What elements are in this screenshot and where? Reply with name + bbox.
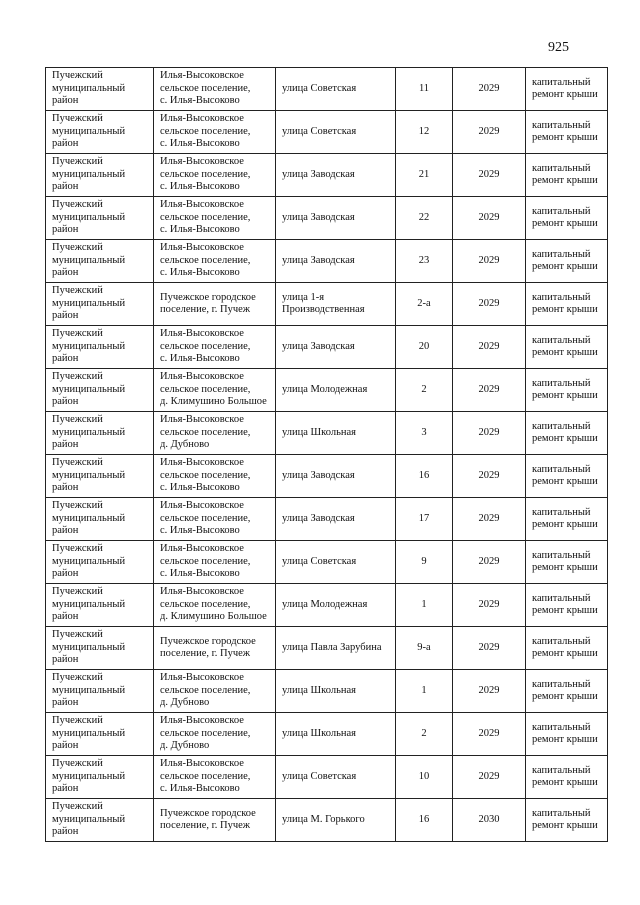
table-row (46, 455, 608, 498)
work-type-cell-text: капитальный ремонт крыши (532, 764, 598, 788)
work-type-cell-text: капитальный ремонт крыши (532, 635, 598, 659)
district-cell (46, 584, 154, 627)
street-cell (276, 455, 396, 498)
settlement-cell (154, 713, 276, 756)
house-number-cell (396, 756, 453, 799)
work-type-cell (526, 68, 608, 111)
district-cell (46, 541, 154, 584)
year-cell-text: 2029 (478, 254, 500, 266)
house-number-cell (396, 68, 453, 111)
work-type-cell (526, 541, 608, 584)
house-number-cell (396, 111, 453, 154)
street-cell (276, 713, 396, 756)
district-cell-text: Пучежский муниципальный район (52, 586, 126, 623)
street-cell-text: улица Заводская (282, 168, 355, 180)
district-cell (46, 713, 154, 756)
house-number-cell (396, 154, 453, 197)
year-cell-text: 2029 (478, 168, 500, 180)
house-number-cell-text: 1 (421, 598, 427, 610)
year-cell-text: 2029 (478, 598, 500, 610)
year-cell-text: 2029 (478, 297, 500, 309)
work-type-cell-text: капитальный ремонт крыши (532, 721, 598, 745)
settlement-cell (154, 68, 276, 111)
district-cell-text: Пучежский муниципальный район (52, 242, 126, 279)
settlement-cell (154, 584, 276, 627)
street-cell-text: улица Заводская (282, 512, 355, 524)
settlement-cell-text: Илья-Высоковское сельское поселение, д. Дубново (160, 715, 251, 752)
street-cell-text: улица Молодежная (282, 598, 368, 610)
house-number-cell (396, 240, 453, 283)
table-row (46, 584, 608, 627)
work-type-cell (526, 154, 608, 197)
year-cell-text: 2029 (478, 211, 500, 223)
settlement-cell (154, 455, 276, 498)
settlement-cell (154, 627, 276, 670)
work-type-cell-text: капитальный ремонт крыши (532, 119, 598, 143)
house-number-cell-text: 2 (421, 383, 427, 395)
house-number-cell-text: 2-а (417, 297, 431, 309)
settlement-cell (154, 240, 276, 283)
table-row (46, 369, 608, 412)
settlement-cell-text: Илья-Высоковское сельское поселение, с. Илья-Высоково (160, 199, 251, 236)
street-cell (276, 369, 396, 412)
work-type-cell (526, 326, 608, 369)
street-cell (276, 670, 396, 713)
year-cell (453, 412, 526, 455)
district-cell-text: Пучежский муниципальный район (52, 113, 126, 150)
street-cell (276, 111, 396, 154)
street-cell (276, 541, 396, 584)
street-cell (276, 154, 396, 197)
district-cell-text: Пучежский муниципальный район (52, 328, 126, 365)
district-cell-text: Пучежский муниципальный район (52, 156, 126, 193)
year-cell-text: 2030 (478, 813, 500, 825)
settlement-cell-text: Илья-Высоковское сельское поселение, д. Дубново (160, 414, 251, 451)
district-cell-text: Пучежский муниципальный район (52, 758, 126, 795)
house-number-cell (396, 498, 453, 541)
street-cell-text: улица Заводская (282, 340, 355, 352)
district-cell (46, 240, 154, 283)
street-cell-text: улица Павла Зарубина (282, 641, 382, 653)
street-cell (276, 799, 396, 842)
street-cell-text: улица Школьная (282, 426, 356, 438)
repair-schedule-table (45, 67, 608, 842)
year-cell (453, 627, 526, 670)
district-cell-text: Пучежский муниципальный район (52, 414, 126, 451)
settlement-cell (154, 154, 276, 197)
settlement-cell (154, 197, 276, 240)
year-cell-text: 2029 (478, 383, 500, 395)
district-cell-text: Пучежский муниципальный район (52, 285, 126, 322)
settlement-cell-text: Пучежское городское поселение, г. Пучеж (160, 807, 256, 831)
settlement-cell-text: Илья-Высоковское сельское поселение, с. Илья-Высоково (160, 242, 251, 279)
settlement-cell-text: Илья-Высоковское сельское поселение, с. Илья-Высоково (160, 113, 251, 150)
year-cell (453, 541, 526, 584)
district-cell (46, 799, 154, 842)
table-row (46, 670, 608, 713)
district-cell-text: Пучежский муниципальный район (52, 457, 126, 494)
table-row (46, 197, 608, 240)
street-cell-text: улица Советская (282, 125, 357, 137)
work-type-cell-text: капитальный ремонт крыши (532, 291, 598, 315)
settlement-cell-text: Илья-Высоковское сельское поселение, с. Илья-Высоково (160, 156, 251, 193)
table-row (46, 756, 608, 799)
house-number-cell (396, 369, 453, 412)
street-cell (276, 326, 396, 369)
district-cell (46, 283, 154, 326)
table-row (46, 68, 608, 111)
settlement-cell (154, 799, 276, 842)
street-cell-text: улица Заводская (282, 254, 355, 266)
table-body (46, 68, 608, 842)
work-type-cell (526, 799, 608, 842)
table-row (46, 541, 608, 584)
settlement-cell (154, 369, 276, 412)
settlement-cell-text: Илья-Высоковское сельское поселение, с. Илья-Высоково (160, 500, 251, 537)
table-row (46, 412, 608, 455)
table-row (46, 498, 608, 541)
district-cell (46, 756, 154, 799)
street-cell (276, 498, 396, 541)
work-type-cell (526, 111, 608, 154)
work-type-cell (526, 670, 608, 713)
street-cell-text: улица 1-я Производственная (282, 291, 365, 315)
year-cell (453, 670, 526, 713)
year-cell (453, 369, 526, 412)
street-cell (276, 197, 396, 240)
district-cell (46, 455, 154, 498)
settlement-cell-text: Илья-Высоковское сельское поселение, с. Илья-Высоково (160, 328, 251, 365)
work-type-cell (526, 713, 608, 756)
year-cell (453, 68, 526, 111)
district-cell-text: Пучежский муниципальный район (52, 371, 126, 408)
house-number-cell-text: 10 (418, 770, 430, 782)
work-type-cell (526, 756, 608, 799)
year-cell-text: 2029 (478, 340, 500, 352)
district-cell-text: Пучежский муниципальный район (52, 70, 126, 107)
work-type-cell-text: капитальный ремонт крыши (532, 420, 598, 444)
district-cell (46, 412, 154, 455)
table-row (46, 111, 608, 154)
year-cell (453, 756, 526, 799)
settlement-cell-text: Илья-Высоковское сельское поселение, д. Климушино Большое (160, 371, 267, 408)
district-cell (46, 627, 154, 670)
work-type-cell-text: капитальный ремонт крыши (532, 592, 598, 616)
year-cell-text: 2029 (478, 125, 500, 137)
house-number-cell (396, 455, 453, 498)
work-type-cell (526, 455, 608, 498)
year-cell (453, 584, 526, 627)
year-cell (453, 498, 526, 541)
work-type-cell (526, 240, 608, 283)
district-cell-text: Пучежский муниципальный район (52, 801, 126, 838)
house-number-cell (396, 283, 453, 326)
work-type-cell-text: капитальный ремонт крыши (532, 807, 598, 831)
year-cell-text: 2029 (478, 512, 500, 524)
house-number-cell (396, 670, 453, 713)
settlement-cell (154, 326, 276, 369)
settlement-cell (154, 670, 276, 713)
work-type-cell-text: капитальный ремонт крыши (532, 334, 598, 358)
table-row (46, 799, 608, 842)
year-cell (453, 455, 526, 498)
street-cell-text: улица Школьная (282, 684, 356, 696)
district-cell-text: Пучежский муниципальный район (52, 199, 126, 236)
settlement-cell-text: Илья-Высоковское сельское поселение, д. Дубново (160, 672, 251, 709)
year-cell-text: 2029 (478, 727, 500, 739)
street-cell-text: улица Школьная (282, 727, 356, 739)
street-cell (276, 756, 396, 799)
street-cell (276, 240, 396, 283)
house-number-cell (396, 541, 453, 584)
table-row (46, 627, 608, 670)
year-cell (453, 799, 526, 842)
work-type-cell-text: капитальный ремонт крыши (532, 205, 598, 229)
year-cell-text: 2029 (478, 469, 500, 481)
work-type-cell (526, 369, 608, 412)
house-number-cell (396, 326, 453, 369)
settlement-cell-text: Илья-Высоковское сельское поселение, с. Илья-Высоково (160, 543, 251, 580)
street-cell (276, 412, 396, 455)
year-cell-text: 2029 (478, 426, 500, 438)
page-number: 925 (548, 40, 569, 55)
work-type-cell (526, 498, 608, 541)
table-row (46, 240, 608, 283)
work-type-cell-text: капитальный ремонт крыши (532, 248, 598, 272)
settlement-cell (154, 283, 276, 326)
year-cell (453, 283, 526, 326)
street-cell (276, 68, 396, 111)
year-cell (453, 326, 526, 369)
house-number-cell-text: 1 (421, 684, 427, 696)
year-cell-text: 2029 (478, 641, 500, 653)
district-cell (46, 111, 154, 154)
house-number-cell-text: 17 (418, 512, 430, 524)
table-row (46, 326, 608, 369)
year-cell-text: 2029 (478, 555, 500, 567)
house-number-cell-text: 2 (421, 727, 427, 739)
district-cell-text: Пучежский муниципальный район (52, 629, 126, 666)
street-cell-text: улица Советская (282, 82, 357, 94)
district-cell (46, 326, 154, 369)
table-row (46, 283, 608, 326)
year-cell (453, 154, 526, 197)
house-number-cell (396, 799, 453, 842)
year-cell (453, 713, 526, 756)
house-number-cell-text: 20 (418, 340, 430, 352)
district-cell (46, 197, 154, 240)
settlement-cell (154, 412, 276, 455)
settlement-cell-text: Илья-Высоковское сельское поселение, с. Илья-Высоково (160, 70, 251, 107)
settlement-cell (154, 498, 276, 541)
street-cell (276, 283, 396, 326)
house-number-cell (396, 197, 453, 240)
house-number-cell-text: 22 (418, 211, 430, 223)
work-type-cell-text: капитальный ремонт крыши (532, 506, 598, 530)
house-number-cell-text: 3 (421, 426, 427, 438)
house-number-cell-text: 23 (418, 254, 430, 266)
work-type-cell (526, 584, 608, 627)
house-number-cell-text: 16 (418, 469, 430, 481)
table-row (46, 154, 608, 197)
house-number-cell (396, 713, 453, 756)
house-number-cell-text: 9 (421, 555, 427, 567)
street-cell-text: улица Советская (282, 770, 357, 782)
work-type-cell (526, 197, 608, 240)
settlement-cell-text: Илья-Высоковское сельское поселение, с. Илья-Высоково (160, 758, 251, 795)
house-number-cell-text: 16 (418, 813, 430, 825)
work-type-cell-text: капитальный ремонт крыши (532, 463, 598, 487)
year-cell (453, 240, 526, 283)
work-type-cell-text: капитальный ремонт крыши (532, 76, 598, 100)
house-number-cell-text: 11 (418, 82, 430, 94)
work-type-cell (526, 412, 608, 455)
house-number-cell (396, 584, 453, 627)
house-number-cell (396, 627, 453, 670)
street-cell-text: улица Молодежная (282, 383, 368, 395)
work-type-cell (526, 627, 608, 670)
settlement-cell-text: Илья-Высоковское сельское поселение, с. Илья-Высоково (160, 457, 251, 494)
settlement-cell-text: Пучежское городское поселение, г. Пучеж (160, 291, 256, 315)
work-type-cell-text: капитальный ремонт крыши (532, 549, 598, 573)
year-cell-text: 2029 (478, 684, 500, 696)
table-row (46, 713, 608, 756)
work-type-cell-text: капитальный ремонт крыши (532, 678, 598, 702)
district-cell-text: Пучежский муниципальный район (52, 715, 126, 752)
district-cell (46, 154, 154, 197)
street-cell-text: улица Советская (282, 555, 357, 567)
house-number-cell-text: 21 (418, 168, 430, 180)
district-cell (46, 498, 154, 541)
year-cell-text: 2029 (478, 82, 500, 94)
settlement-cell (154, 111, 276, 154)
settlement-cell-text: Илья-Высоковское сельское поселение, д. Климушино Большое (160, 586, 267, 623)
house-number-cell (396, 412, 453, 455)
work-type-cell-text: капитальный ремонт крыши (532, 162, 598, 186)
house-number-cell-text: 12 (418, 125, 430, 137)
year-cell (453, 197, 526, 240)
street-cell-text: улица Заводская (282, 469, 355, 481)
work-type-cell-text: капитальный ремонт крыши (532, 377, 598, 401)
street-cell (276, 627, 396, 670)
street-cell-text: улица Заводская (282, 211, 355, 223)
street-cell-text: улица М. Горького (282, 813, 365, 825)
district-cell (46, 68, 154, 111)
settlement-cell-text: Пучежское городское поселение, г. Пучеж (160, 635, 256, 659)
settlement-cell (154, 756, 276, 799)
district-cell-text: Пучежский муниципальный район (52, 500, 126, 537)
district-cell-text: Пучежский муниципальный район (52, 672, 126, 709)
year-cell (453, 111, 526, 154)
street-cell (276, 584, 396, 627)
district-cell-text: Пучежский муниципальный район (52, 543, 126, 580)
settlement-cell (154, 541, 276, 584)
year-cell-text: 2029 (478, 770, 500, 782)
house-number-cell-text: 9-а (417, 641, 431, 653)
district-cell (46, 369, 154, 412)
work-type-cell (526, 283, 608, 326)
district-cell (46, 670, 154, 713)
